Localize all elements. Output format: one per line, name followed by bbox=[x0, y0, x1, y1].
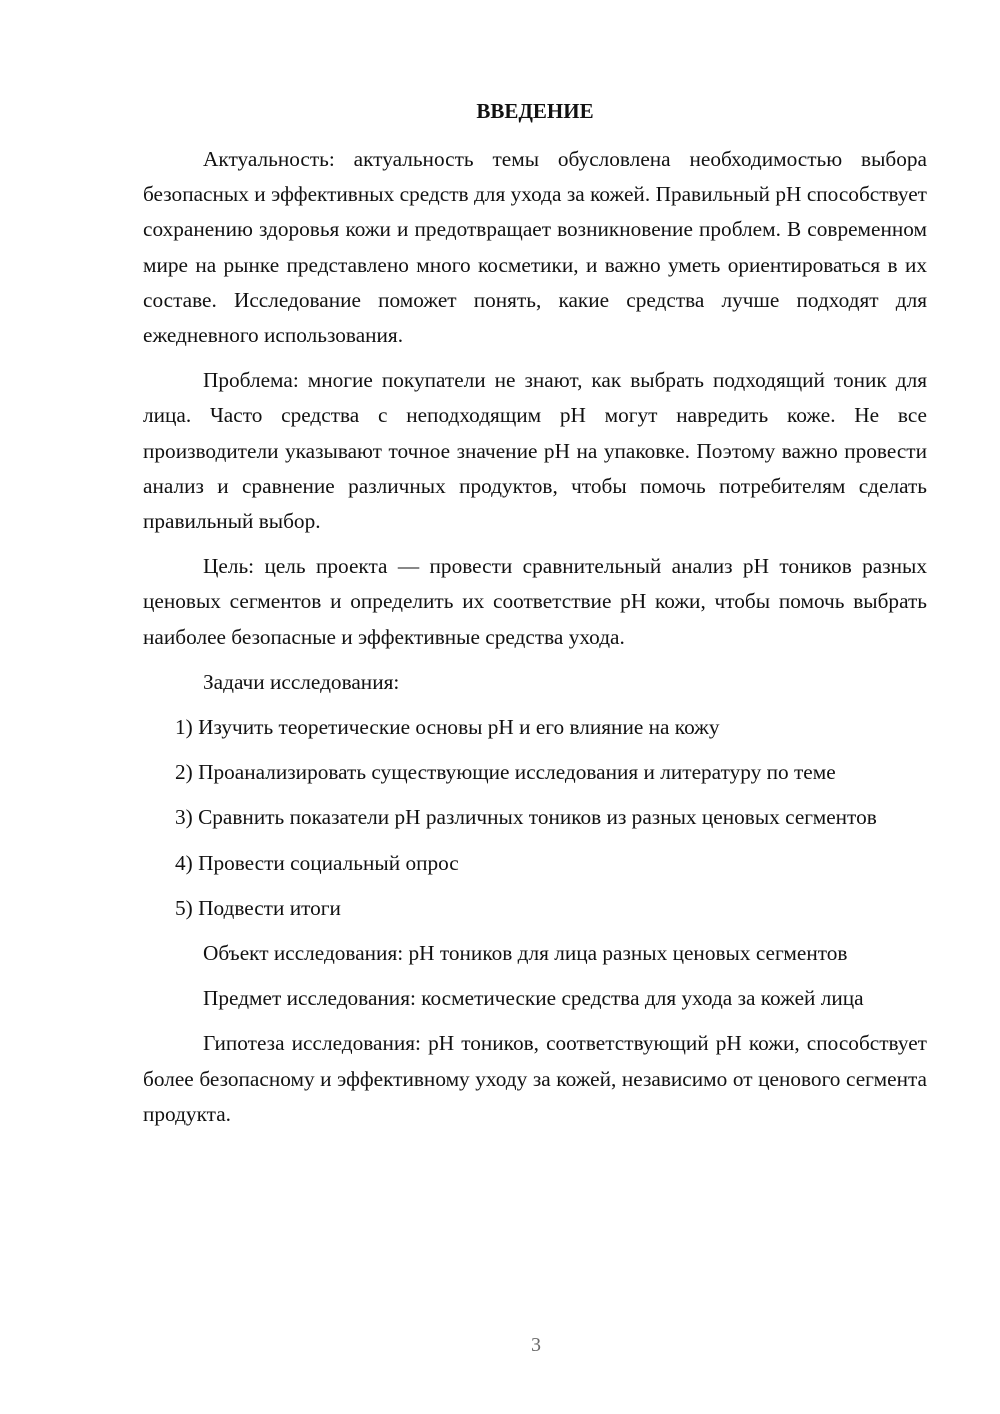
subject-paragraph: Предмет исследования: косметические средства для ухода за кожей лица bbox=[203, 986, 864, 1011]
page-number: 3 bbox=[531, 1334, 541, 1356]
tasks-heading: Задачи исследования: bbox=[203, 669, 400, 694]
task-item-5: 5) Подвести итоги bbox=[175, 895, 341, 920]
task-item-2: 2) Проанализировать существующие исследования и литературу по теме bbox=[175, 760, 836, 785]
hypothesis-paragraph: Гипотеза исследования: pH тоников, соответствующий pH кожи, способствует более безопасному и эффективному уходу за кожей, независимо от ценового сегмента продукта. bbox=[143, 1031, 927, 1126]
task-item-1: 1) Изучить теоретические основы pH и его влияние на кожу bbox=[175, 715, 720, 740]
object-paragraph: Объект исследования: pH тоников для лица разных ценовых сегментов bbox=[203, 941, 848, 966]
document-page bbox=[143, 96, 927, 1132]
task-item-4: 4) Провести социальный опрос bbox=[175, 850, 459, 875]
relevance-paragraph: Актуальность: актуальность темы обусловлена необходимостью выбора безопасных и эффективных средств для ухода за кожей. Правильный pH способствует сохранению здоровья кожи и предотвращает возникновение проблем. В современном мире на рынке представлено много косметики, и важно уметь ориентироваться в их составе. Исследование поможет понять, какие средства лучше подходят для ежедневного использования. bbox=[143, 147, 927, 348]
problem-paragraph: Проблема: многие покупатели не знают, как выбрать подходящий тоник для лица. Часто средства с неподходящим pH могут навредить коже. Не все производители указывают точное значение pH на упаковке. Поэтому важно провести анализ и сравнение различных продуктов, чтобы помочь потребителям сделать правильный выбор. bbox=[143, 368, 927, 534]
task-item-3: 3) Сравнить показатели pH различных тоников из разных ценовых сегментов bbox=[175, 805, 877, 830]
section-title: ВВЕДЕНИЕ bbox=[476, 99, 594, 123]
goal-paragraph: Цель: цель проекта — провести сравнительный анализ pH тоников разных ценовых сегментов и определить их соответствие pH кожи, чтобы помочь выбрать наиболее безопасные и эффективные средства ухода. bbox=[143, 554, 927, 649]
